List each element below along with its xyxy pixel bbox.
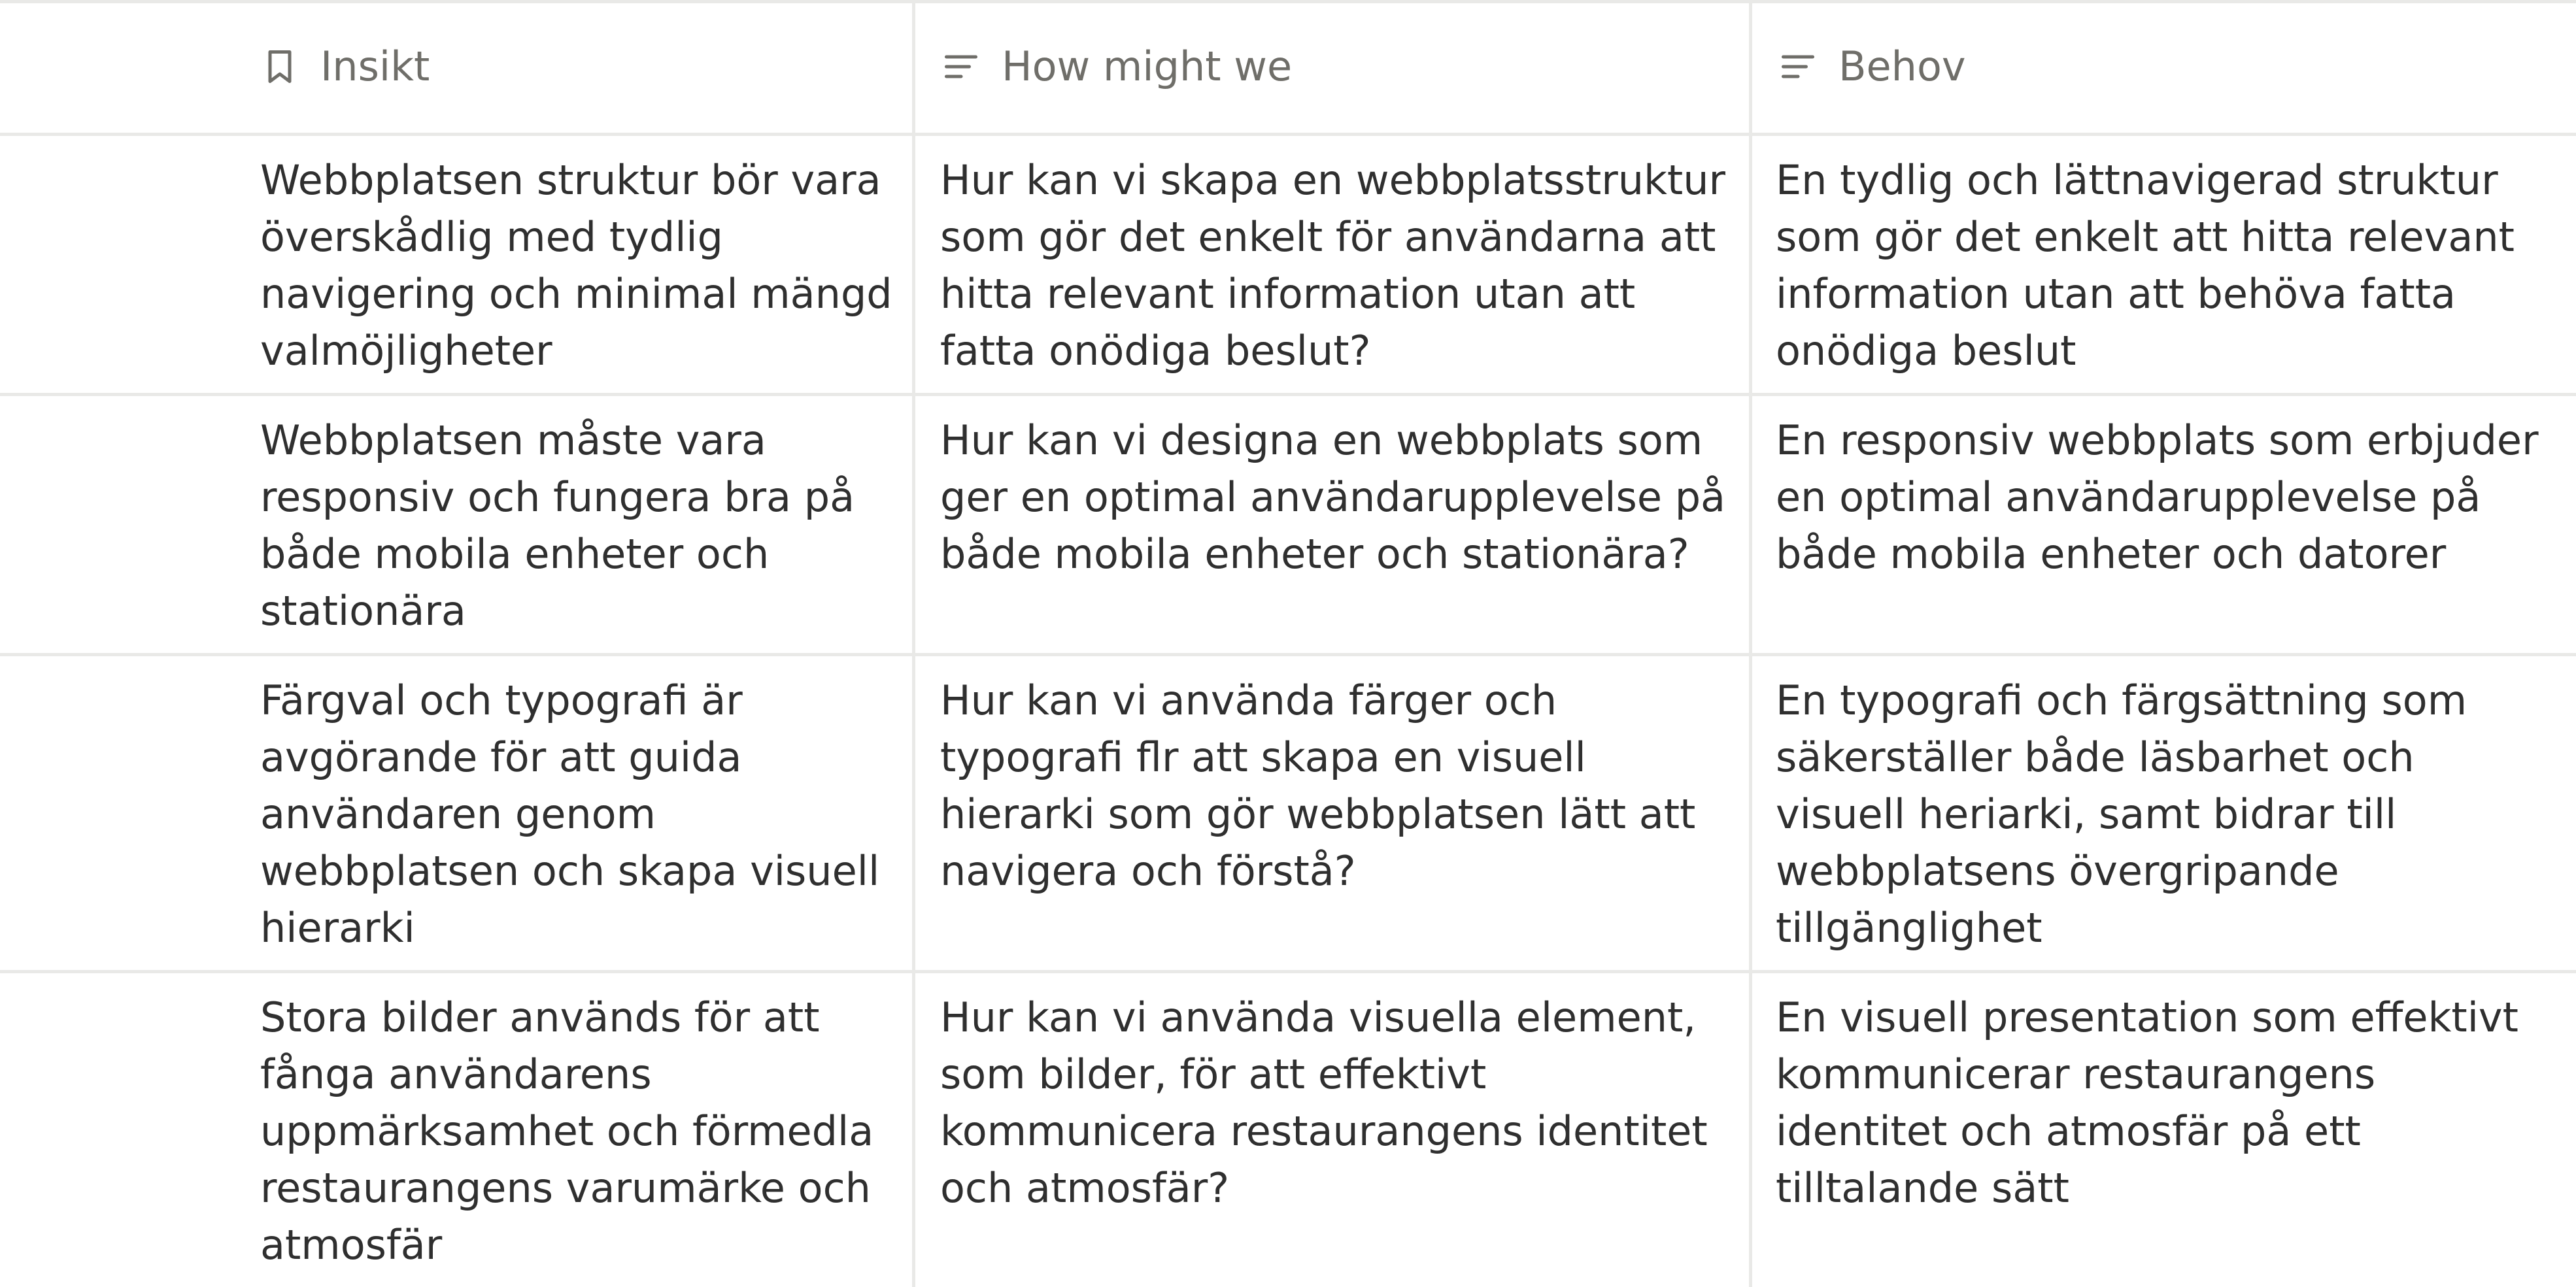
cell-insikt[interactable]: Färgval och typografi är avgörande för att guida användaren genom webbplatsen och skapa visuell hierarki <box>260 677 880 952</box>
text-lines-icon <box>1778 47 1818 86</box>
row-gutter <box>0 0 234 133</box>
cell-behov[interactable]: En tydlig och lättnavigerad struktur som gör det enkelt att hitta relevant information utan att behöva fatta onödiga beslut <box>1749 136 2576 393</box>
cell-how-might-we[interactable]: Hur kan vi använda visuella element, som bilder, för att effektivt kommunicera restaurangens identitet och atmosfär? <box>912 973 1749 1287</box>
table-row[interactable] <box>0 396 2576 656</box>
column-header-label: Behov <box>1839 42 1966 90</box>
bookmark-icon <box>260 47 299 86</box>
text-lines-icon <box>941 47 981 86</box>
table-header-row <box>0 0 2576 136</box>
column-header-label: Insikt <box>320 42 430 90</box>
cell-insikt[interactable]: Stora bilder används för att fånga användarens uppmärksamhet och förmedla restaurangens varumärke och atmosfär <box>260 994 874 1269</box>
column-header-insikt[interactable] <box>234 0 912 133</box>
table-row[interactable] <box>0 136 2576 396</box>
row-gutter <box>0 973 234 1287</box>
cell-how-might-we[interactable]: Hur kan vi designa en webbplats som ger en optimal användarupplevelse på både mobila enheter och stationära? <box>912 396 1749 653</box>
table-row[interactable] <box>0 656 2576 973</box>
column-header-label: How might we <box>1002 42 1293 90</box>
row-gutter <box>0 656 234 970</box>
cell-insikt[interactable]: Webbplatsen struktur bör vara överskådlig med tydlig navigering och minimal mängd valmöjligheter <box>260 156 892 375</box>
cell-behov[interactable]: En typografi och färgsättning som säkerställer både läsbarhet och visuell heriarki, samt bidrar till webbplatsens övergripande tillgänglighet <box>1749 656 2576 970</box>
cell-insikt[interactable]: Webbplatsen måste vara responsiv och fungera bra på både mobila enheter och stationära <box>260 416 855 635</box>
cell-behov[interactable]: En visuell presentation som effektivt kommunicerar restaurangens identitet och atmosfär på ett tilltalande sätt <box>1749 973 2576 1287</box>
column-header-behov[interactable] <box>1749 0 2576 133</box>
row-gutter <box>0 136 234 393</box>
cell-how-might-we[interactable]: Hur kan vi skapa en webbplatsstruktur som gör det enkelt för användarna att hitta relevant information utan att fatta onödiga beslut? <box>912 136 1749 393</box>
cell-behov[interactable]: En responsiv webbplats som erbjuder en optimal användarupplevelse på både mobila enheter och datorer <box>1749 396 2576 653</box>
cell-how-might-we[interactable]: Hur kan vi använda färger och typografi flr att skapa en visuell hierarki som gör webbplatsen lätt att navigera och förstå? <box>912 656 1749 970</box>
table-row[interactable] <box>0 973 2576 1287</box>
column-header-how-might-we[interactable] <box>912 0 1749 133</box>
row-gutter <box>0 396 234 653</box>
